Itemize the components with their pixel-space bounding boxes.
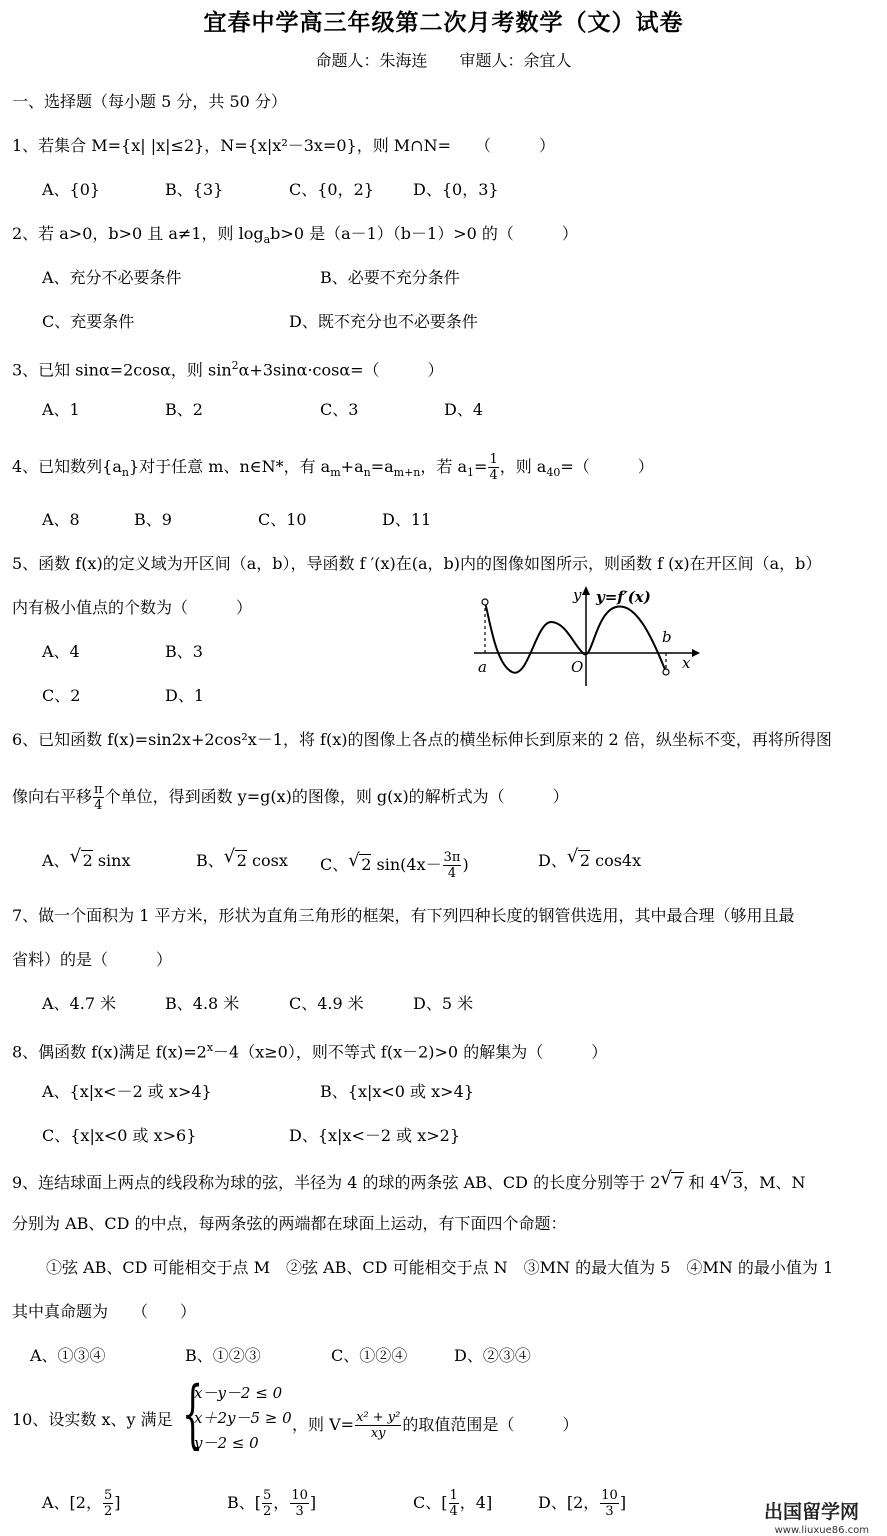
q5-stem-line1: 5、函数 f(x)的定义域为开区间（a，b），导函数 f ′(x)在(a，b)内的图像如图所示，则函数 f (x)在开区间（a，b） bbox=[12, 554, 822, 573]
q4-option-b: B、9 bbox=[134, 510, 172, 529]
q3-option-b: B、2 bbox=[165, 400, 203, 419]
q8-option-a: A、{x|x<－2 或 x>4} bbox=[42, 1082, 212, 1101]
derivative-graph bbox=[466, 582, 706, 690]
y-label: y bbox=[573, 586, 582, 604]
system-brace: { bbox=[182, 1371, 204, 1457]
open-endpoint-b bbox=[663, 669, 669, 675]
open-endpoint-a bbox=[482, 599, 488, 605]
q6-fraction: $\frac{\pi}{4}$ bbox=[94, 782, 103, 813]
q10-option-d: D、[2， $\frac{10}{3}$ ] bbox=[538, 1488, 627, 1519]
page-title: 宜春中学高三年级第二次月考数学（文）试卷 bbox=[203, 9, 684, 36]
q10-option-b: B、[ $\frac{5}{2}$ ， $\frac{10}{3}$ ] bbox=[227, 1488, 317, 1519]
q6-stem-line1: 6、已知函数 f(x)=sin2x+2cos²x－1，将 f(x)的图像上各点的横坐标伸长到原来的 2 倍，纵坐标不变，再将所得图 bbox=[12, 730, 832, 749]
q1-stem: 1、若集合 M={x| |x|≤2}，N={x|x²－3x=0}，则 M∩N= （ ） bbox=[12, 136, 555, 155]
q5-option-d: D、1 bbox=[165, 686, 205, 705]
q8-option-d: D、{x|x<－2 或 x>2} bbox=[289, 1126, 460, 1145]
q9-option-c: C、①②④ bbox=[331, 1346, 408, 1365]
reviewer: 审题人：余宜人 bbox=[459, 51, 572, 70]
q2-option-c: C、充要条件 bbox=[42, 312, 135, 331]
section-heading: 一、选择题（每小题 5 分，共 50 分） bbox=[12, 92, 287, 111]
q6-option-d: D、 √ 2 cos4x bbox=[538, 846, 642, 870]
constraint-system bbox=[194, 1381, 292, 1456]
q10-option-a: A、[2， $\frac{5}{2}$ ] bbox=[42, 1488, 121, 1519]
q4-fraction: $\frac{1}{4}$ bbox=[489, 452, 498, 483]
q3-stem: 3、已知 sinα=2cosα，则 $\sin^2\alpha+3\sin\alpha\cdot\cos\alpha=$（ ） bbox=[12, 359, 444, 380]
q9-stem-line4: 其中真命题为 （ ） bbox=[12, 1302, 197, 1321]
q10-stem-end: ，则 V= $\frac{\text{x² + y²}}{xy}$ 的取值范围是（ ） bbox=[292, 1410, 579, 1441]
q4-option-a: A、8 bbox=[42, 510, 80, 529]
q5-option-a: A、4 bbox=[42, 642, 80, 661]
x-label: x bbox=[682, 654, 691, 672]
q2-option-a: A、充分不必要条件 bbox=[42, 268, 182, 287]
q10-option-c: C、[ $\frac{1}{4}$ ，4] bbox=[413, 1488, 493, 1519]
q2-option-d: D、既不充分也不必要条件 bbox=[289, 312, 478, 331]
q9-option-a: A、①③④ bbox=[30, 1346, 106, 1365]
q3-option-d: D、4 bbox=[444, 400, 484, 419]
q4-stem: 4、已知数列$\{a_n\}$对于任意 m、n∈N*，有 $a_m+a_n=a_{m+n}$，若 $a_1=$ $\frac{1}{4}$ ，则 $a_{40}=$（ ） bbox=[12, 452, 654, 483]
constraint-1: x－y－2 ≤ 0 bbox=[194, 1384, 283, 1402]
q5-option-b: B、3 bbox=[165, 642, 203, 661]
proposer: 命题人：朱海连 bbox=[315, 51, 428, 70]
q1-option-a: A、{0} bbox=[42, 180, 101, 199]
q1-option-d: D、{0，3} bbox=[413, 180, 499, 199]
q5-stem-line2: 内有极小值点的个数为（ ） bbox=[12, 598, 253, 617]
q3-option-a: A、1 bbox=[42, 400, 80, 419]
q7-option-c: C、4.9 米 bbox=[289, 994, 364, 1013]
q7-option-d: D、5 米 bbox=[413, 994, 474, 1013]
watermark-url: www.liuxue86.com bbox=[774, 1525, 869, 1536]
watermark-logo: 出国留学网 bbox=[763, 1501, 859, 1523]
q7-stem-line1: 7、做一个面积为 1 平方米，形状为直角三角形的框架，有下列四种长度的钢管供选用，其中最合理（够用且最 bbox=[12, 906, 795, 925]
authors bbox=[0, 48, 887, 71]
q9-stem-line1: 9、连结球面上两点的线段称为球的弦，半径为 4 的球的两条弦 AB、CD 的长度分别等于 2 √ 7 和 4 √ 3，M、N bbox=[12, 1168, 806, 1192]
origin-label: O bbox=[571, 658, 584, 676]
q9-propositions: ①弦 AB、CD 可能相交于点 M ②弦 AB、CD 可能相交于点 N ③MN 的最大值为 5 ④MN 的最小值为 1 bbox=[46, 1258, 834, 1277]
x-axis-arrow bbox=[692, 649, 700, 657]
q2-stem: 2、若 a>0，b>0 且 a≠1，则 $\log_ab>0$ 是（a－1）（b－1）>0 的（ ） bbox=[12, 224, 578, 247]
q9-option-b: B、①②③ bbox=[185, 1346, 261, 1365]
q2-option-b: B、必要不充分条件 bbox=[320, 268, 460, 287]
q6-option-b: B、 √ 2 cosx bbox=[196, 846, 288, 870]
q6-option-a: A、 √ 2 sinx bbox=[42, 846, 131, 870]
constraint-3: y－2 ≤ 0 bbox=[194, 1434, 259, 1452]
q3-option-c: C、3 bbox=[320, 400, 359, 419]
q8-option-c: C、{x|x<0 或 x>6} bbox=[42, 1126, 197, 1145]
q10-stem-start: 10、设实数 x、y 满足 bbox=[12, 1410, 173, 1429]
b-label: b bbox=[662, 628, 672, 646]
constraint-2: x＋2y－5 ≥ 0 bbox=[194, 1409, 292, 1427]
q1-option-b: B、{3} bbox=[165, 180, 224, 199]
q4-option-d: D、11 bbox=[382, 510, 432, 529]
a-label: a bbox=[478, 658, 487, 676]
y-axis-arrow bbox=[582, 586, 590, 595]
q10-fraction: $\frac{\text{x² + y²}}{xy}$ bbox=[356, 1410, 401, 1441]
q6-stem-line2: 像向右平移 $\frac{\pi}{4}$ 个单位，得到函数 y=g(x)的图像，则 g(x)的解析式为（ ） bbox=[12, 782, 569, 813]
q1-option-c: C、{0，2} bbox=[289, 180, 374, 199]
q7-stem-line2: 省料）的是（ ） bbox=[12, 950, 173, 969]
q8-option-b: B、{x|x<0 或 x>4} bbox=[320, 1082, 474, 1101]
q8-stem: 8、偶函数 f(x)满足 $f(x)=2^x-4(x\ge 0)$，则不等式 f(x－2)>0 的解集为（ ） bbox=[12, 1041, 608, 1062]
q9-stem-line2: 分别为 AB、CD 的中点，每两条弦的两端都在球面上运动，有下面四个命题： bbox=[12, 1214, 567, 1233]
q9-option-d: D、②③④ bbox=[454, 1346, 531, 1365]
q5-option-c: C、2 bbox=[42, 686, 81, 705]
q7-option-a: A、4.7 米 bbox=[42, 994, 117, 1013]
q4-option-c: C、10 bbox=[258, 510, 307, 529]
q7-option-b: B、4.8 米 bbox=[165, 994, 240, 1013]
function-label: y=f′(x) bbox=[596, 588, 651, 606]
q6-option-c: C、 √ 2 sin(4x－ $\frac{3\pi}{4}$ ) bbox=[320, 850, 469, 881]
